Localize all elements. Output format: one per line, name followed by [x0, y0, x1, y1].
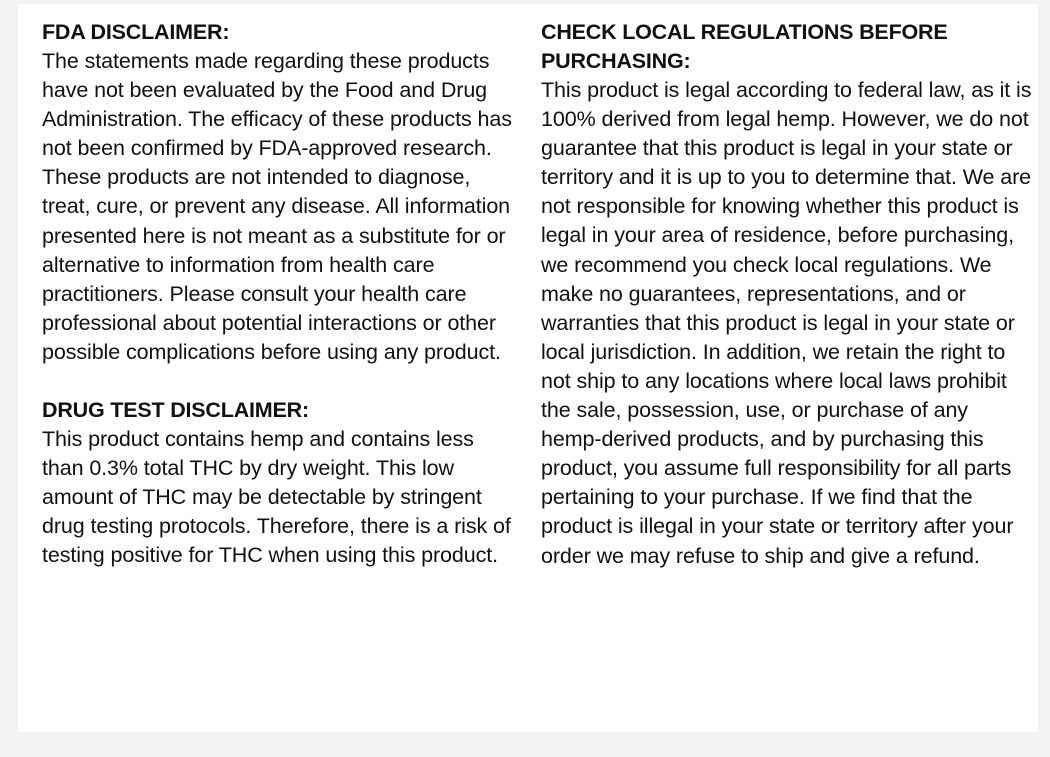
fda-disclaimer-heading: FDA DISCLAIMER:	[42, 20, 230, 44]
fda-disclaimer-text: The statements made regarding these products have not been evaluated by the Food and Drug Administration. The efficacy of these products has not been confirmed by FDA-approved research. These products are not intended to diagnose, treat, cure, or prevent any disease. All information presented here is not meant as a substitute for or alternative to information from health care practitioners. Please consult your health care professional about potential interactions or other possible complications before using any product.	[42, 49, 512, 364]
local-regulations-section	[541, 18, 1033, 571]
drug-test-disclaimer-text: This product contains hemp and contains less than 0.3% total THC by dry weight. This low amount of THC may be detectable by stringent drug testing protocols. Therefore, there is a risk of testing positive for THC when using this product.	[42, 427, 511, 568]
drug-test-disclaimer-heading: DRUG TEST DISCLAIMER:	[42, 398, 309, 423]
fda-disclaimer-section	[42, 18, 512, 367]
local-regulations-text: This product is legal according to federal law, as it is 100% derived from legal hemp. However, we do not guarantee that this product is legal in your state or territory and it is up to you to determine that. We are not responsible for knowing whether this product is legal in your area of residence, before purchasing, we recommend you check local regulations. We make no guarantees, representations, and or warranties that this product is legal in your state or local jurisdiction. In addition, we retain the right to not ship to any locations where local laws prohibit the sale, possession, use, or purchase of any hemp-derived products, and by purchasing this product, you assume full responsibility for all parts pertaining to your purchase. If we find that the product is illegal in your state or territory after your order we may refuse to ship and give a refund.	[541, 78, 1032, 568]
right-column	[541, 18, 1033, 571]
local-regulations-heading: CHECK LOCAL REGULATIONS BEFORE PURCHASING:	[541, 20, 948, 73]
left-column	[42, 18, 512, 571]
drug-test-disclaimer-section	[42, 396, 512, 570]
disclaimer-card	[18, 4, 1038, 732]
